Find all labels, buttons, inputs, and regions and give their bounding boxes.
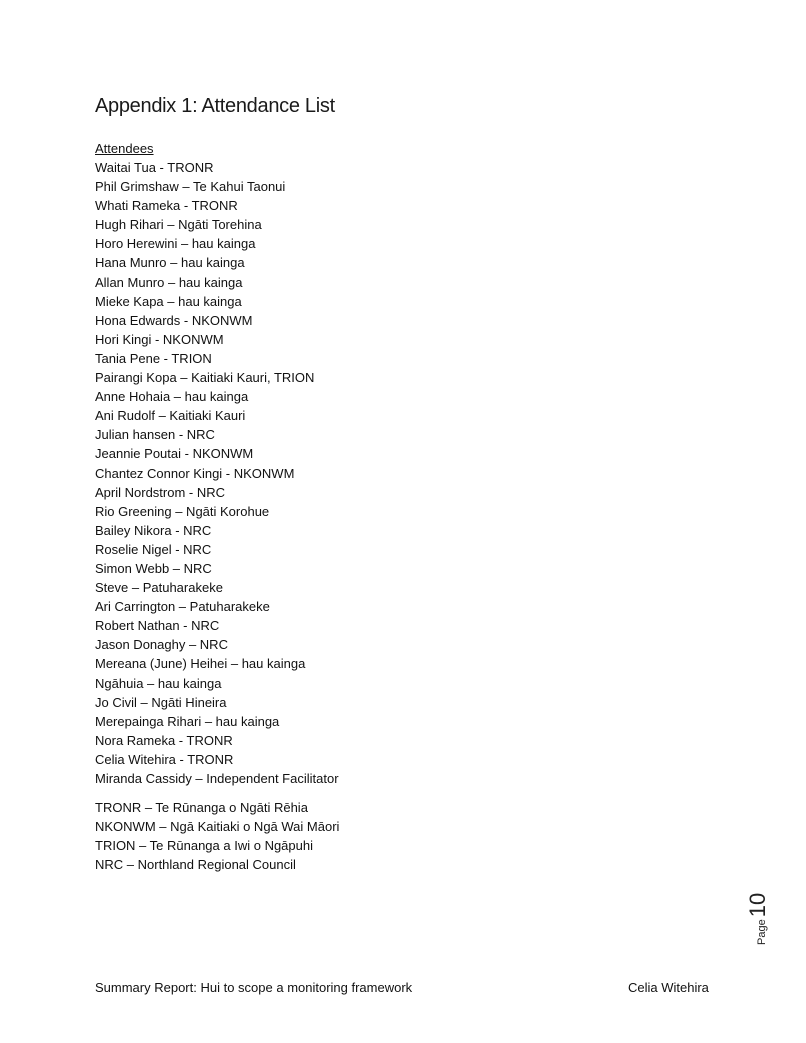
attendee-item: Chantez Connor Kingi - NKONWM: [95, 465, 295, 481]
attendee-item: Robert Nathan - NRC: [95, 618, 220, 634]
footer-author: Celia Witehira: [628, 980, 709, 995]
attendee-item: Julian hansen - NRC: [95, 427, 215, 443]
attendee-item: Tania Pene - TRION: [95, 350, 212, 366]
abbreviation-list: [95, 798, 339, 874]
attendee-item: Hori Kingi - NKONWM: [95, 331, 224, 347]
attendee-item: Mieke Kapa – hau kainga: [95, 293, 242, 309]
attendee-item: Anne Hohaia – hau kainga: [95, 389, 249, 405]
footer-report-title: Summary Report: Hui to scope a monitoring framework: [95, 980, 413, 995]
attendee-item: Nora Rameka - TRONR: [95, 732, 233, 748]
page-number-value: 10: [745, 892, 770, 918]
attendee-item: Roselie Nigel - NRC: [95, 541, 212, 557]
attendee-item: Celia Witehira - TRONR: [95, 751, 234, 767]
attendee-item: Pairangi Kopa – Kaitiaki Kauri, TRION: [95, 370, 315, 386]
page-word: Page: [756, 919, 768, 945]
attendee-item: Phil Grimshaw – Te Kahui Taonui: [95, 179, 286, 195]
attendee-item: Merepainga Rihari – hau kainga: [95, 713, 280, 729]
attendee-item: Mereana (June) Heihei – hau kainga: [95, 656, 306, 672]
attendee-item: Waitai Tua - TRONR: [95, 160, 214, 175]
attendee-item: Ani Rudolf – Kaitiaki Kauri: [95, 408, 246, 424]
abbreviation-item: TRION – Te Rūnanga a Iwi o Ngāpuhi: [95, 838, 313, 854]
attendee-item: Jason Donaghy – NRC: [95, 637, 228, 653]
attendee-item: Miranda Cassidy – Independent Facilitator: [95, 771, 339, 786]
page-number: [745, 893, 771, 945]
abbreviation-item: NKONWM – Ngā Kaitiaki o Ngā Wai Māori: [95, 819, 340, 835]
attendee-item: Simon Webb – NRC: [95, 560, 212, 576]
attendee-item: Whati Rameka - TRONR: [95, 198, 238, 214]
attendee-list: [95, 158, 339, 788]
attendees-heading: Attendees: [95, 141, 154, 156]
attendee-item: Jo Civil – Ngāti Hineira: [95, 694, 227, 710]
abbreviation-item: NRC – Northland Regional Council: [95, 857, 296, 873]
attendee-item: Ari Carrington – Patuharakeke: [95, 599, 270, 615]
attendee-item: Horo Herewini – hau kainga: [95, 236, 256, 252]
attendee-item: Hugh Rihari – Ngāti Torehina: [95, 217, 262, 233]
attendee-item: Jeannie Poutai - NKONWM: [95, 446, 254, 462]
abbreviation-item: TRONR – Te Rūnanga o Ngāti Rēhia: [95, 800, 308, 815]
attendee-item: April Nordstrom - NRC: [95, 484, 226, 500]
page-title: Appendix 1: Attendance List: [95, 95, 335, 117]
attendee-item: Rio Greening – Ngāti Korohue: [95, 503, 270, 519]
attendee-item: Ngāhuia – hau kainga: [95, 675, 222, 691]
attendee-item: Hona Edwards - NKONWM: [95, 312, 253, 328]
attendee-item: Hana Munro – hau kainga: [95, 255, 245, 271]
attendee-item: Steve – Patuharakeke: [95, 580, 223, 596]
attendee-item: Bailey Nikora - NRC: [95, 522, 212, 538]
attendee-item: Allan Munro – hau kainga: [95, 274, 243, 290]
